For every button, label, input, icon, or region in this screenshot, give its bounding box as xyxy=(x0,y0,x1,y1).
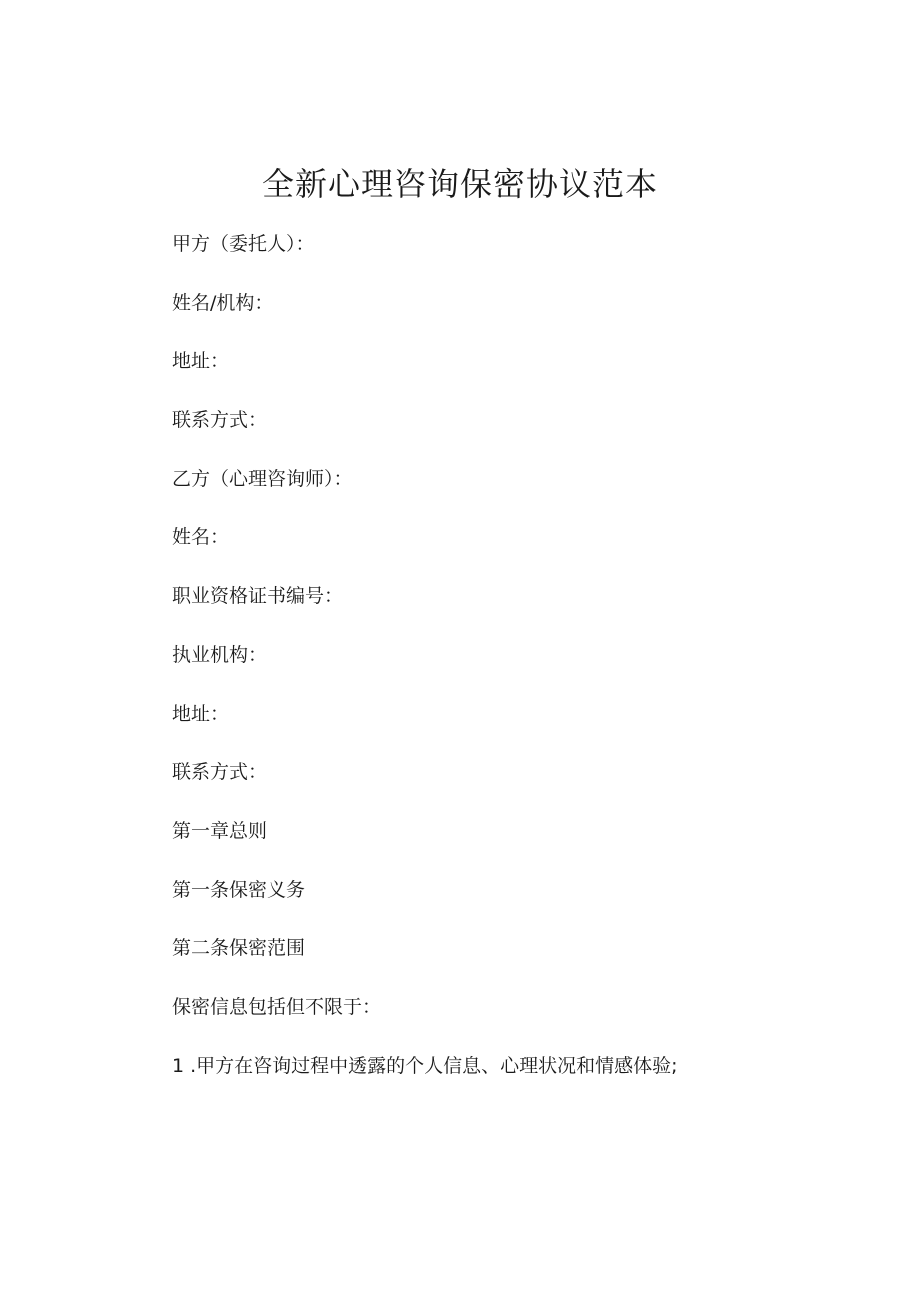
chapter-heading: 第一章总则 xyxy=(172,819,268,842)
party-a-address-field: 地址： xyxy=(172,350,230,373)
party-b-contact-field: 联系方式： xyxy=(172,761,268,784)
party-b-name-field: 姓名： xyxy=(172,526,230,549)
paragraph: 保密信息包括但不限于： xyxy=(172,995,382,1018)
party-b-certificate-field: 职业资格证书编号： xyxy=(172,585,344,608)
party-b-heading: 乙方（心理咨询师）： xyxy=(172,467,353,490)
party-a-heading: 甲方（委托人）： xyxy=(172,233,315,255)
party-a-contact-field: 联系方式： xyxy=(172,409,268,432)
party-b-institution-field: 执业机构： xyxy=(172,643,268,666)
document-title: 全新心理咨询保密协议范本 xyxy=(261,165,658,203)
list-item: 1 .甲方在咨询过程中透露的个人信息、心理状况和情感体验; xyxy=(172,1054,678,1077)
party-a-name-field: 姓名/机构： xyxy=(172,291,274,314)
document-body xyxy=(172,230,872,1110)
article-heading: 第一条保密义务 xyxy=(172,878,306,901)
party-b-address-field: 地址： xyxy=(172,702,230,725)
article-heading: 第二条保密范围 xyxy=(172,937,306,960)
